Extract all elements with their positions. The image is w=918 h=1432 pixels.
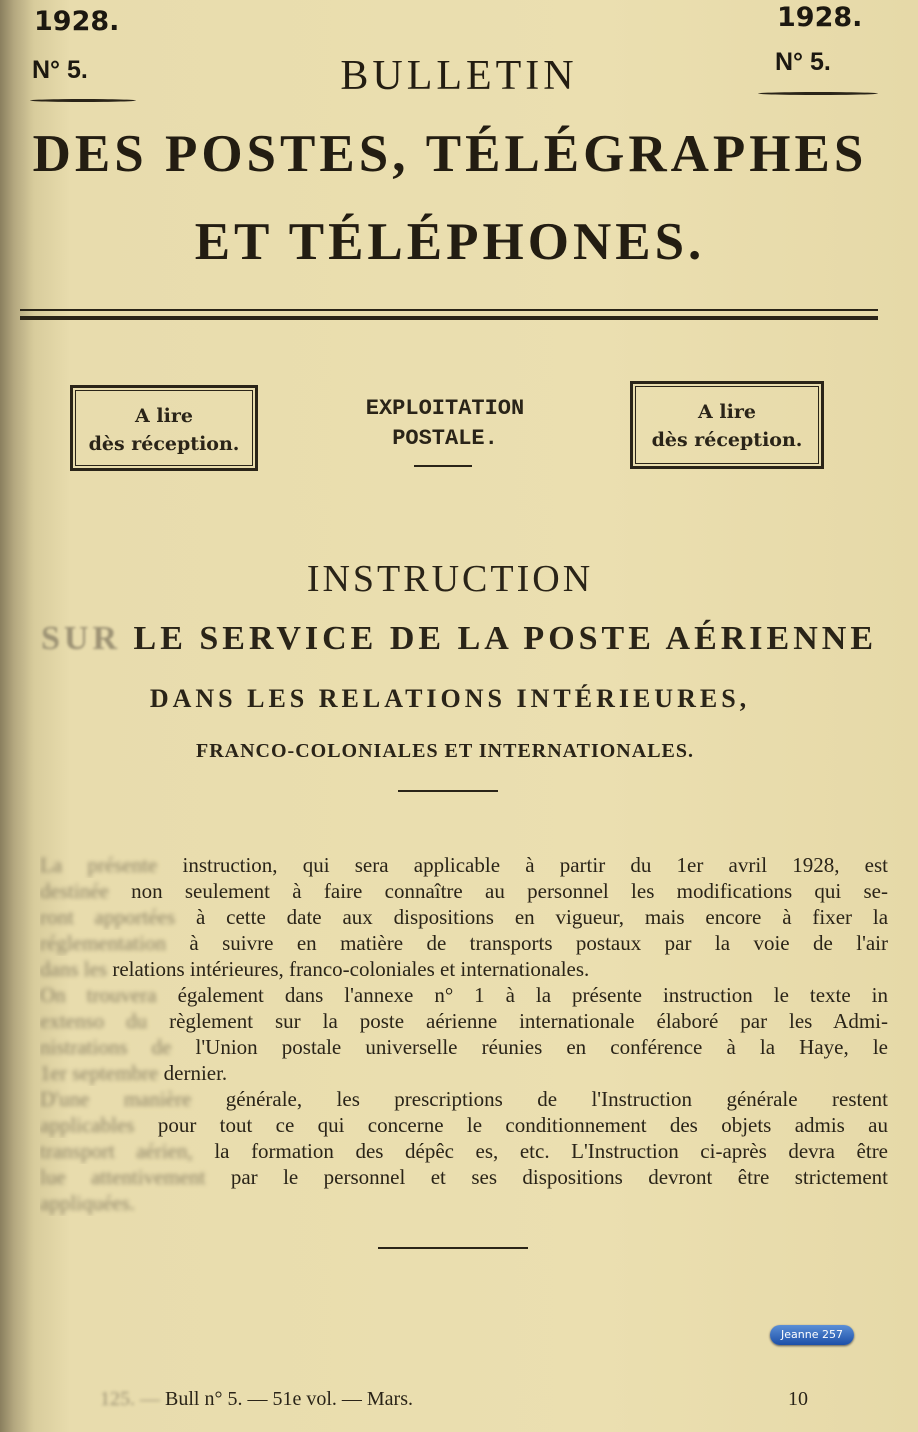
- body-line: destinée non seulement à faire connaître au personnel les modifications qui se-: [40, 879, 888, 903]
- body-text: [40, 852, 888, 1216]
- body-line: dans les relations intérieures, franco-coloniales et internationales.: [40, 957, 590, 981]
- corner-year-left: 1928.: [34, 6, 120, 37]
- body-line: ront apportées à cette date aux dispositions en vigueur, mais encore à fixer la: [40, 905, 888, 929]
- body-line: On trouvera également dans l'annexe n° 1 à la présente instruction le texte in: [40, 983, 888, 1007]
- body-line: réglementation à suivre en matière de transports postaux par la voie de l'air: [40, 931, 888, 955]
- masthead-subtitle: DES POSTES, TÉLÉGRAPHES: [32, 125, 868, 183]
- notice-right-line1: A lire: [698, 401, 756, 423]
- body-end-divider: [378, 1247, 528, 1249]
- body-line: applicables pour tout ce qui concerne le conditionnement des objets admis au: [40, 1113, 888, 1137]
- body-line: transport aérien, la formation des dépêc es, etc. L'Instruction ci-après devra être: [40, 1139, 888, 1163]
- body-line: lue attentivement par le personnel et ses dispositions devront être strictement: [40, 1165, 888, 1189]
- body-line: La présente instruction, qui sera applicable à partir du 1er avril 1928, est: [40, 853, 888, 877]
- notice-left-line2: dès réception.: [88, 433, 240, 455]
- service-heading: [0, 620, 918, 658]
- franco-heading: FRANCO-COLONIALES ET INTERNATIONALES.: [195, 740, 694, 762]
- footer-faded: 125. —: [100, 1388, 160, 1410]
- instruction-heading: INSTRUCTION: [306, 558, 594, 600]
- body-line: appliquées.: [40, 1191, 136, 1215]
- heading-divider: [398, 790, 498, 792]
- body-line: extenso du règlement sur la poste aérienne internationale élaboré par les Admi-: [40, 1009, 888, 1033]
- body-line: D'une manière générale, les prescriptions de l'Instruction générale restent: [40, 1087, 888, 1111]
- masthead-rule-top: [20, 309, 878, 311]
- service-prefix: SUR: [40, 620, 122, 657]
- body-line: nistrations de l'Union postale universelle réunies en conférence à la Haye, le: [40, 1035, 888, 1059]
- relations-heading: DANS LES RELATIONS INTÉRIEURES,: [149, 684, 751, 713]
- page-number: 10: [788, 1388, 808, 1410]
- notice-right-line2: dès réception.: [651, 429, 803, 451]
- watermark-badge: Jeanne 257: [770, 1325, 854, 1345]
- section-underline: [414, 465, 472, 467]
- notice-box-right: [630, 381, 824, 469]
- notice-box-left: [70, 385, 258, 471]
- corner-number-left: N° 5.: [32, 56, 88, 84]
- service-title: LE SERVICE DE LA POSTE AÉRIENNE: [133, 620, 878, 657]
- footer-reference: [100, 1388, 413, 1411]
- notice-left-line1: A lire: [135, 405, 193, 427]
- section-line2: POSTALE.: [392, 426, 498, 451]
- masthead-title: BULLETIN: [340, 53, 578, 99]
- masthead-subtitle-2: ET TÉLÉPHONES.: [194, 213, 706, 271]
- corner-number-right: N° 5.: [775, 48, 831, 76]
- body-line: 1er septembre dernier.: [40, 1061, 228, 1085]
- footer-text: Bull n° 5. — 51e vol. — Mars.: [165, 1388, 413, 1410]
- masthead-rule-bottom: [20, 316, 878, 320]
- section-label: [300, 394, 590, 454]
- section-line1: EXPLOITATION: [365, 396, 525, 421]
- corner-year-right: 1928.: [777, 2, 863, 33]
